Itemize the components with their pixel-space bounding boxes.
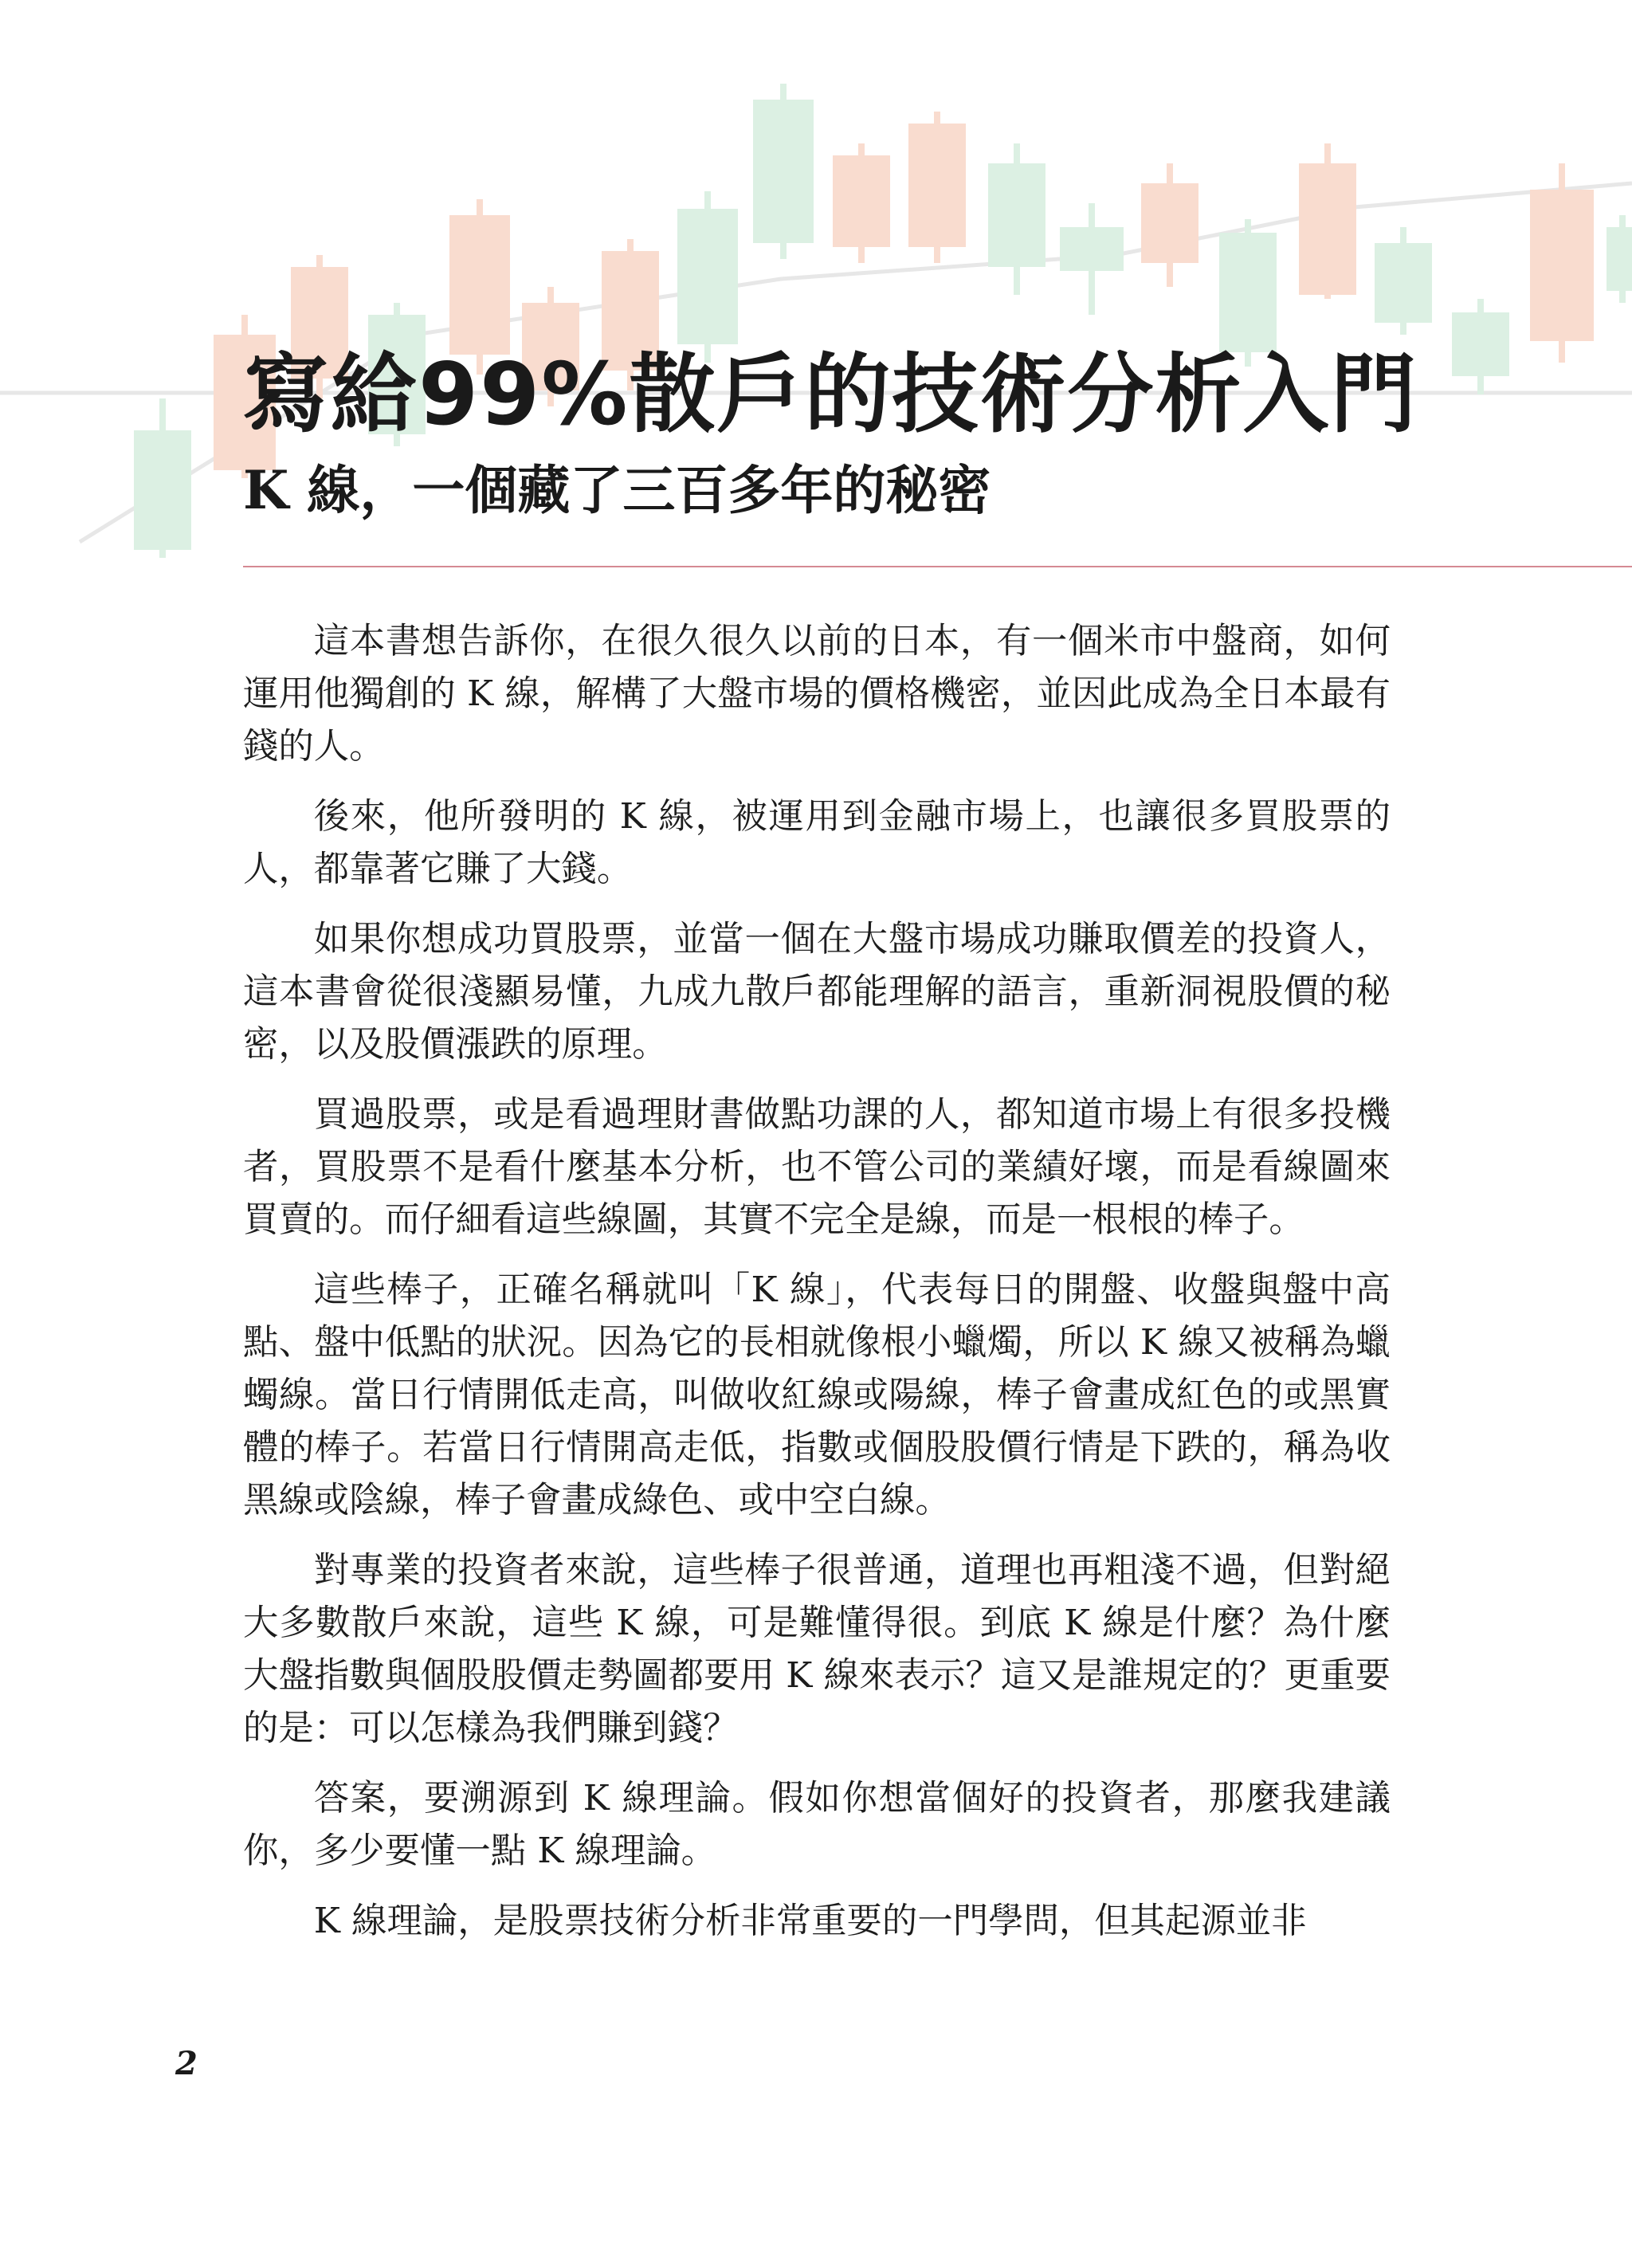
paragraph: K 線理論，是股票技術分析非常重要的一門學問，但其起源並非 [313, 1901, 1307, 1941]
title-block [243, 343, 1598, 524]
title-divider [243, 566, 1632, 567]
candle-body [1299, 163, 1356, 295]
candle-body [1141, 183, 1198, 263]
page-subtitle: K 線，一個藏了三百多年的秘密 [243, 459, 991, 521]
page-number: 2 [175, 2045, 198, 2082]
paragraph: 對專業的投資者來說，這些棒子很普通，道理也再粗淺不過，但對絕大多數散戶來說，這些 K 線，可是難懂得很。到底 K 線是什麼？為什麼大盤指數與個股股價走勢圖都要用 K 線來表示？這又是誰規定的？更重要的是：可以怎樣為我們賺到錢？ [243, 1550, 1391, 1748]
candle-body [833, 155, 890, 247]
candle-body [449, 215, 510, 355]
paragraph: 後來，他所發明的 K 線，被運用到金融市場上，也讓很多買股票的人，都靠著它賺了大錢。 [243, 796, 1391, 889]
paragraph: 答案，要溯源到 K 線理論。假如你想當個好的投資者，那麼我建議你，多少要懂一點 K 線理論。 [243, 1778, 1391, 1871]
page-title: 寫給99%散戶的技術分析入門 [243, 345, 1418, 445]
candle-body [1060, 227, 1124, 271]
candle-body [908, 124, 966, 247]
paragraph: 這些棒子，正確名稱就叫「K 線」，代表每日的開盤、收盤與盤中高點、盤中低點的狀況。因為它的長相就像根小蠟燭，所以 K 線又被稱為蠟蠋線。當日行情開低走高，叫做收紅線或陽線，棒子會畫成紅色的或黑實體的棒子。若當日行情開高走低，指數或個股股價行情是下跌的，稱為收黑線或陰線，棒子會畫成綠色、或中空白線。 [243, 1269, 1391, 1521]
candle-body [134, 430, 191, 550]
candle-body [677, 209, 738, 344]
paragraph: 買過股票，或是看過理財書做點功課的人，都知道市場上有很多投機者，買股票不是看什麼基本分析，也不管公司的業績好壞，而是看線圖來買賣的。而仔細看這些線圖，其實不完全是線，而是一根根的棒子。 [243, 1094, 1391, 1240]
body-text [243, 615, 1391, 1965]
paragraph: 如果你想成功買股票，並當一個在大盤市場成功賺取價差的投資人，這本書會從很淺顯易懂，九成九散戶都能理解的語言，重新洞視股價的秘密，以及股價漲跌的原理。 [243, 919, 1391, 1065]
candle-body [1375, 243, 1432, 323]
candle-body [988, 163, 1046, 267]
paragraph: 這本書想告訴你，在很久很久以前的日本，有一個米市中盤商，如何運用他獨創的 K 線，解構了大盤市場的價格機密，並因此成為全日本最有錢的人。 [243, 621, 1391, 767]
candle-body [1530, 190, 1594, 341]
candle-body [1606, 227, 1632, 291]
candle-body [753, 100, 814, 243]
candle-body [1219, 233, 1277, 352]
